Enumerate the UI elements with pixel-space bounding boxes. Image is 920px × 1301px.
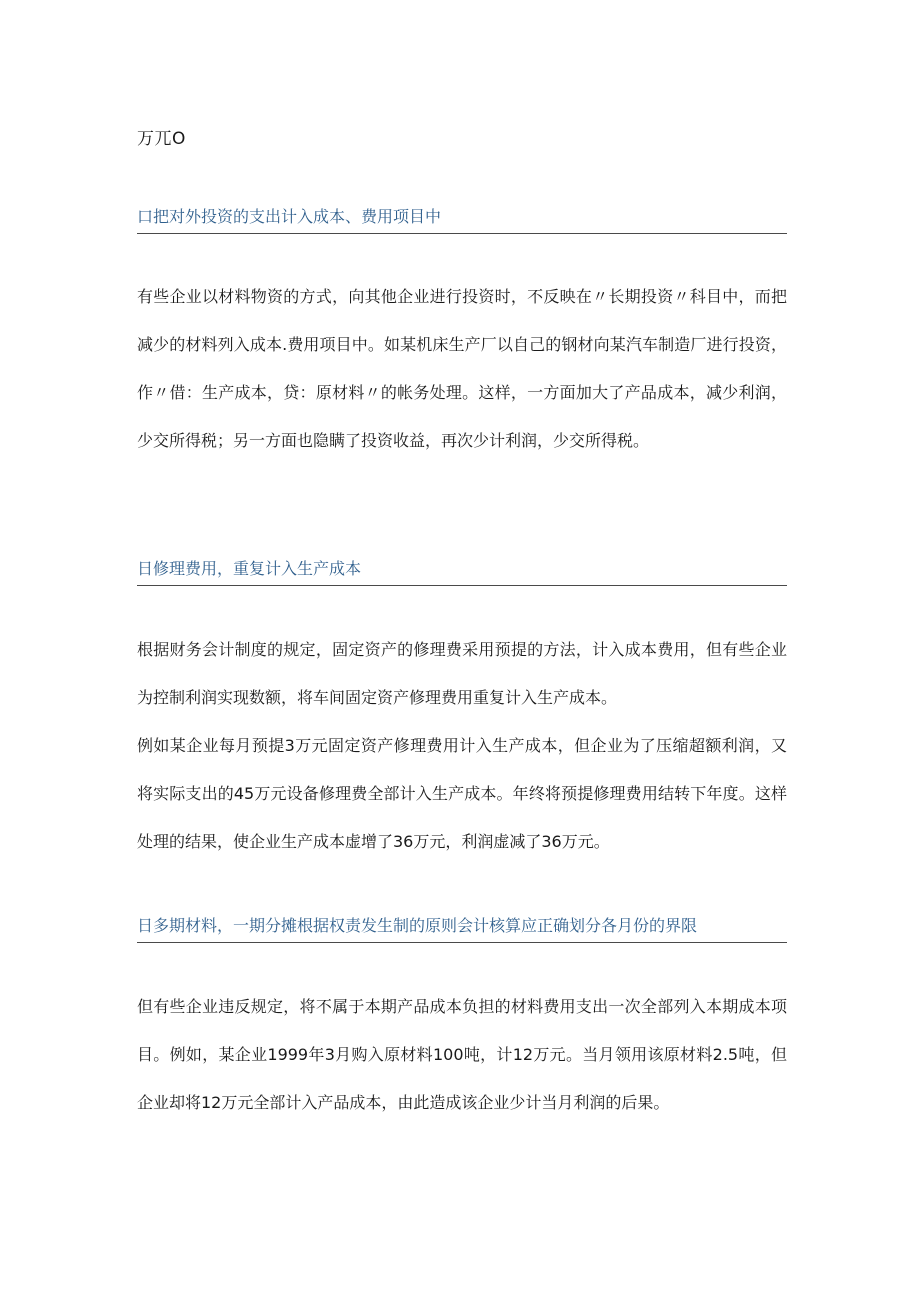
top-fragment: 万兀O [137, 129, 186, 149]
section-heading-1: 口把对外投资的支出计入成本、费用项目中 [137, 204, 787, 234]
section-heading-2: 日修理费用，重复计入生产成本 [137, 556, 787, 586]
section-body-2 [137, 626, 787, 866]
section-body-1 [137, 273, 787, 465]
section-heading-3: 日多期材料，一期分摊根据权责发生制的原则会计核算应正确划分各月份的界限 [137, 913, 787, 943]
paragraph: 根据财务会计制度的规定，固定资产的修理费采用预提的方法，计入成本费用，但有些企业为控制利润实现数额，将车间固定资产修理费用重复计入生产成本。 [137, 640, 787, 707]
section-body-3 [137, 983, 787, 1127]
paragraph: 有些企业以材料物资的方式，向其他企业进行投资时，不反映在〃长期投资〃科目中，而把减少的材料列入成本.费用项目中。如某机床生产厂以自己的钢材向某汽车制造厂进行投资，作〃借：生产成本，贷：原材料〃的帐务处理。这样，一方面加大了产品成本，减少利润，少交所得税；另一方面也隐瞒了投资收益，再次少计利润，少交所得税。 [137, 287, 787, 450]
paragraph: 例如某企业每月预提3万元固定资产修理费用计入生产成本，但企业为了压缩超额利润，又将实际支出的45万元设备修理费全部计入生产成本。年终将预提修理费用结转下年度。这样处理的结果，使企业生产成本虚增了36万元，利润虚减了36万元。 [137, 736, 787, 851]
paragraph: 但有些企业违反规定，将不属于本期产品成本负担的材料费用支出一次全部列入本期成本项目。例如，某企业1999年3月购入原材料100吨，计12万元。当月领用该原材料2.5吨，但企业却将12万元全部计入产品成本，由此造成该企业少计当月利润的后果。 [137, 997, 787, 1112]
